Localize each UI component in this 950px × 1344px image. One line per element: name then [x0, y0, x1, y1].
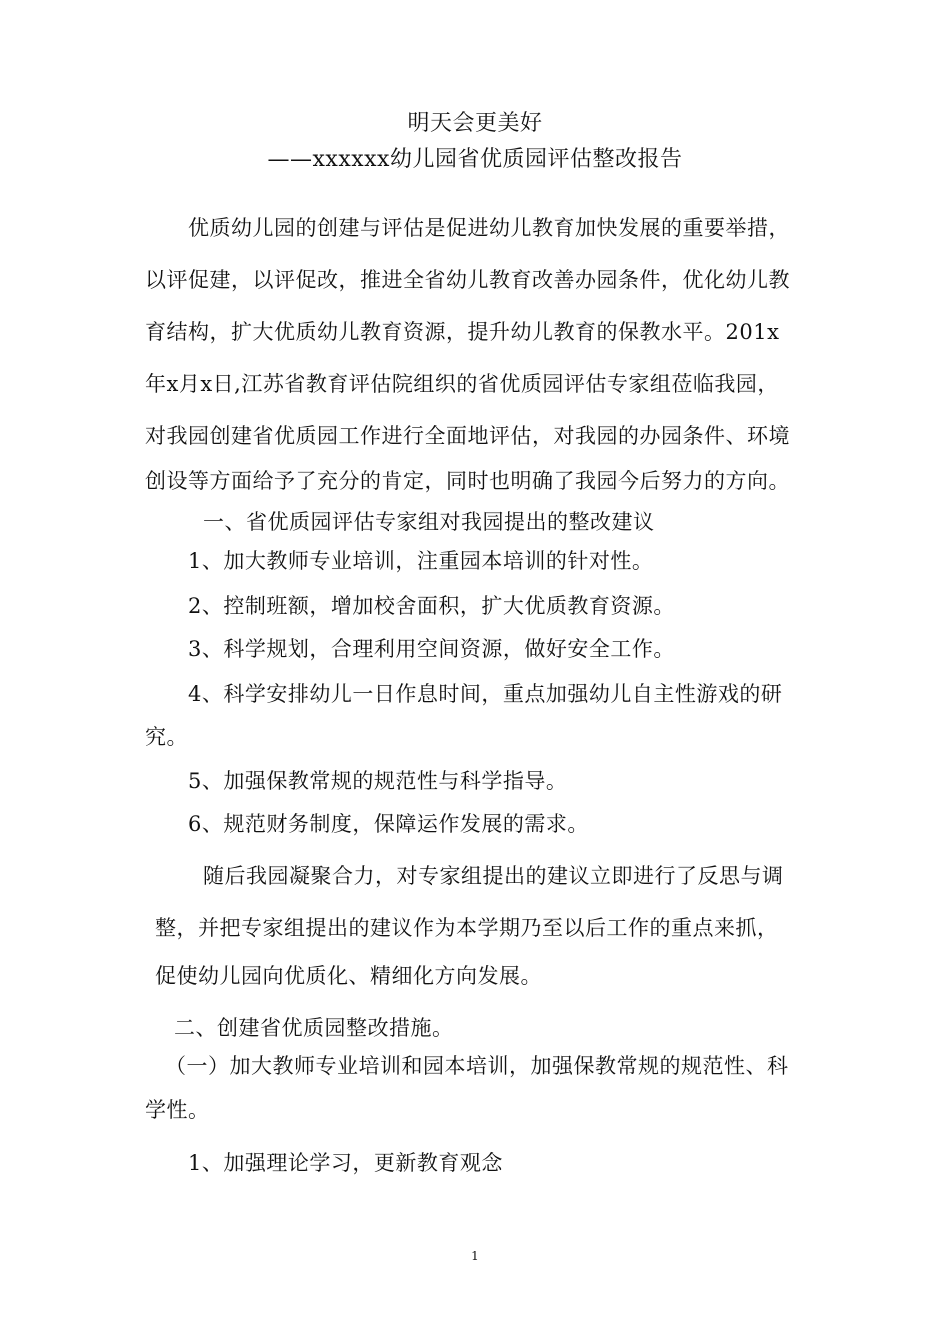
list-item: 4、科学安排幼儿一日作息时间，重点加强幼儿自主性游戏的研 — [188, 682, 783, 706]
paragraph-line: 以评促建，以评促改，推进全省幼儿教育改善办园条件，优化幼儿教 — [145, 268, 790, 292]
section-heading: 一、省优质园评估专家组对我园提出的整改建议 — [203, 510, 655, 534]
page-number: 1 — [471, 1249, 479, 1263]
list-item: 3、科学规划，合理利用空间资源，做好安全工作。 — [188, 637, 675, 661]
paragraph-line: 对我园创建省优质园工作进行全面地评估，对我园的办园条件、环境 — [145, 424, 790, 448]
paragraph-line: 年x月x日,江苏省教育评估院组织的省优质园评估专家组莅临我园， — [145, 372, 779, 396]
list-item: 2、控制班额，增加校舍面积，扩大优质教育资源。 — [188, 594, 675, 618]
paragraph-line: 整，并把专家组提出的建议作为本学期乃至以后工作的重点来抓， — [155, 916, 779, 940]
paragraph-line: 优质幼儿园的创建与评估是促进幼儿教育加快发展的重要举措， — [188, 216, 790, 240]
document-subtitle: ——xxxxxx幼儿园省优质园评估整改报告 — [267, 147, 683, 172]
list-item: 6、规范财务制度，保障运作发展的需求。 — [188, 812, 589, 836]
paragraph-line: （一）加大教师专业培训和园本培训，加强保教常规的规范性、科 — [165, 1054, 789, 1078]
section-heading: 二、创建省优质园整改措施。 — [174, 1016, 454, 1040]
paragraph-line: 促使幼儿园向优质化、精细化方向发展。 — [155, 964, 542, 988]
list-item: 1、加强理论学习，更新教育观念 — [188, 1151, 503, 1175]
paragraph-line: 随后我园凝聚合力，对专家组提出的建议立即进行了反思与调 — [203, 864, 784, 888]
list-item: 1、加大教师专业培训，注重园本培训的针对性。 — [188, 549, 654, 573]
list-item: 5、加强保教常规的规范性与科学指导。 — [188, 769, 568, 793]
paragraph-line: 学性。 — [145, 1098, 210, 1122]
paragraph-line: 育结构，扩大优质幼儿教育资源，提升幼儿教育的保教水平。201x — [145, 320, 780, 344]
document-title: 明天会更美好 — [407, 111, 543, 136]
paragraph-line: 创设等方面给予了充分的肯定，同时也明确了我园今后努力的方向。 — [145, 469, 790, 493]
list-item: 究。 — [145, 725, 188, 749]
